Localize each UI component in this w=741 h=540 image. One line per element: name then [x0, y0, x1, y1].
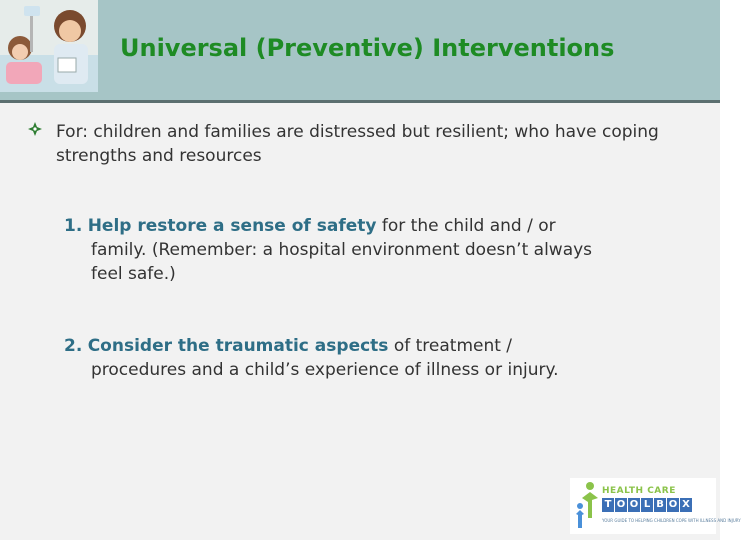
item-highlight: Help restore a sense of safety — [87, 216, 377, 236]
logo-top-text: HEALTH CARE — [602, 486, 676, 496]
figures-icon — [572, 478, 602, 534]
list-item-2 — [64, 334, 704, 382]
item-highlight: Consider the traumatic aspects — [87, 336, 389, 356]
header-divider — [0, 100, 720, 103]
logo-letter: X — [680, 498, 692, 512]
bullet-text: For: children and families are distressed but resilient; who have coping strengths and resources — [56, 122, 659, 166]
item-text-line-2: family. (Remember: a hospital environment doesn’t always — [91, 240, 593, 260]
diamond-bullet-icon — [28, 122, 42, 136]
logo-letter: O — [616, 499, 626, 510]
slide-header — [0, 0, 720, 100]
health-care-toolbox-logo — [570, 478, 741, 534]
item-number: 2. — [64, 336, 83, 356]
item-text-line-3: feel safe.) — [91, 264, 176, 284]
item-text-line-2: procedures and a child’s experience of illness or injury. — [91, 360, 559, 380]
list-item-1 — [64, 214, 704, 286]
logo-letter: B — [654, 498, 666, 512]
logo-letter: O — [629, 499, 639, 510]
item-text: of treatment / — [388, 336, 513, 356]
main-bullet — [28, 120, 688, 168]
logo-letter: L — [641, 498, 653, 512]
slide-title: Universal (Preventive) Interventions — [120, 34, 615, 62]
logo-tagline: YOUR GUIDE TO HELPING CHILDREN COPE WITH ILLNESS AND INJURY — [602, 518, 741, 523]
item-number: 1. — [64, 216, 83, 236]
logo-letter: T — [602, 498, 614, 512]
logo-letter: O — [668, 499, 678, 510]
item-text: for the child and / or — [376, 216, 556, 236]
hospital-family-photo — [0, 0, 98, 92]
logo-wordmark — [602, 498, 692, 512]
